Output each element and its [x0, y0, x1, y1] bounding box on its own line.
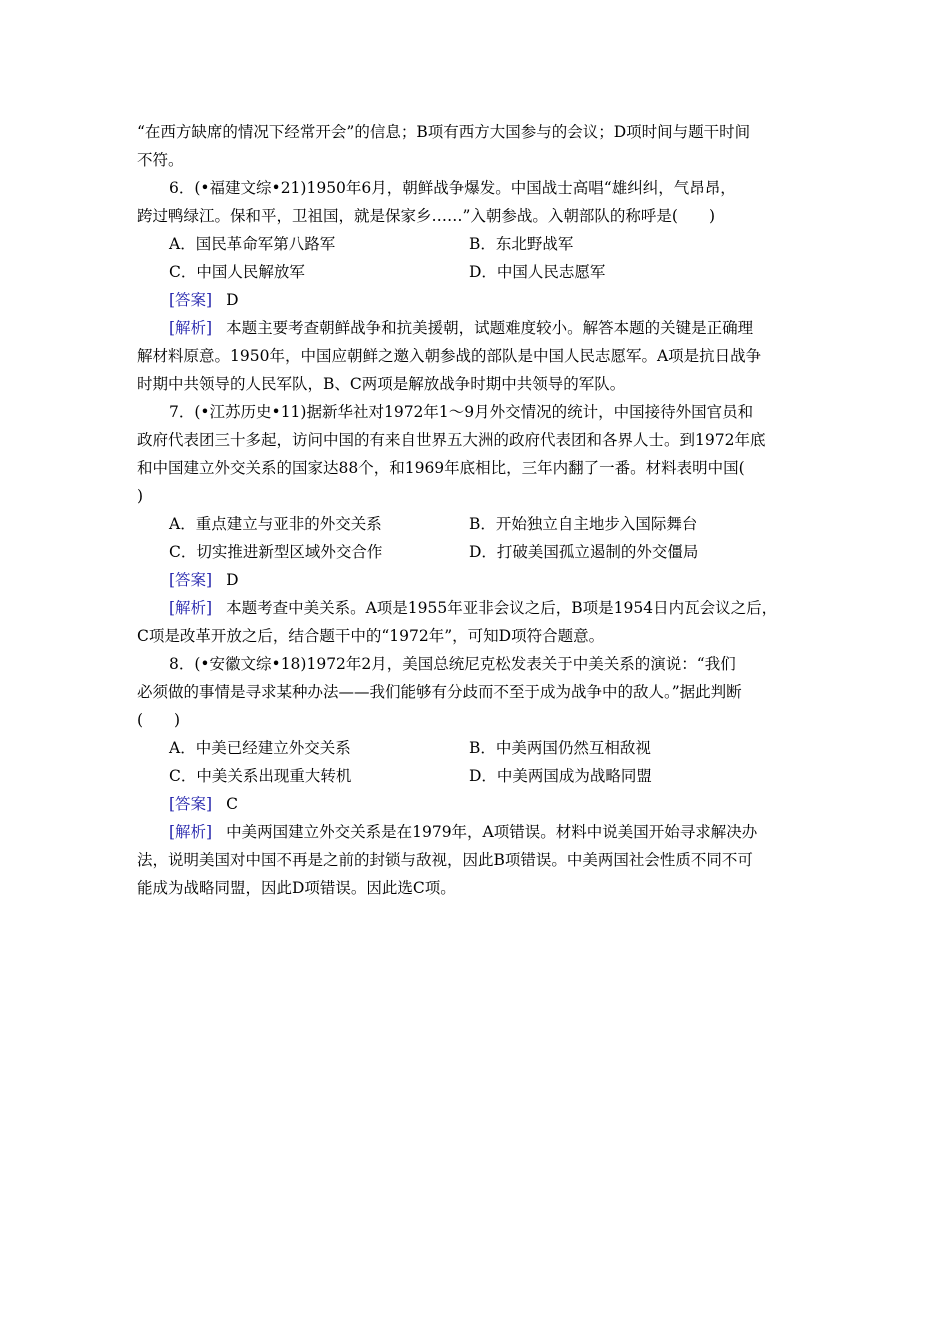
analysis-text: 法，说明美国对中国不再是之前的封锁与敌视，因此B项错误。中美两国社会性质不同不可	[137, 851, 753, 869]
question-7-options-row	[137, 538, 817, 566]
question-7-stem: 7．(•江苏历史•11)据新华社对1972年1～9月外交情况的统计，中国接待外国官员和	[169, 403, 754, 421]
option-c: C．中美关系出现重大转机	[169, 767, 352, 785]
analysis-text: 时期中共领导的人民军队，B、C两项是解放战争时期中共领导的军队。	[137, 375, 626, 393]
option-d: D．中国人民志愿军	[469, 263, 606, 281]
answer-tag: [答案]	[169, 291, 213, 309]
option-a: A．国民革命军第八路军	[169, 235, 336, 253]
analysis-text: C项是改革开放之后，结合题干中的“1972年”，可知D项符合题意。	[137, 627, 605, 645]
answer-value: D	[226, 291, 239, 309]
option-c: C．切实推进新型区域外交合作	[169, 543, 383, 561]
analysis-tag: [解析]	[169, 823, 213, 841]
answer-value: D	[226, 571, 239, 589]
option-b: B．东北野战军	[469, 235, 574, 253]
option-b: B．中美两国仍然互相敌视	[469, 739, 651, 757]
question-7-analysis	[137, 594, 817, 622]
question-8-analysis	[137, 818, 817, 846]
analysis-text: 能成为战略同盟，因此D项错误。因此选C项。	[137, 879, 456, 897]
question-7-stem: 政府代表团三十多起，访问中国的有来自世界五大洲的政府代表团和各界人士。到1972年底	[137, 431, 766, 449]
option-d: D．打破美国孤立遏制的外交僵局	[469, 543, 699, 561]
option-d: D．中美两国成为战略同盟	[469, 767, 652, 785]
question-6-options-row	[137, 230, 817, 258]
question-8-options-row	[137, 762, 817, 790]
question-6-answer	[137, 286, 817, 314]
analysis-text: 本题主要考查朝鲜战争和抗美援朝，试题难度较小。解答本题的关键是正确理	[226, 319, 754, 337]
question-7-stem: )	[137, 487, 144, 505]
analysis-text: 解材料原意。1950年，中国应朝鲜之邀入朝参战的部队是中国人民志愿军。A项是抗日战争	[137, 347, 762, 365]
question-6-stem: 跨过鸭绿江。保和平，卫祖国，就是保家乡……”入朝参战。入朝部队的称呼是( )	[137, 207, 716, 225]
option-a: A．重点建立与亚非的外交关系	[169, 515, 382, 533]
question-7-answer	[137, 566, 817, 594]
question-6-stem: 6．(•福建文综•21)1950年6月，朝鲜战争爆发。中国战士高唱“雄纠纠，气昂昂，	[169, 179, 736, 197]
question-6-analysis	[137, 314, 817, 342]
question-8-answer	[137, 790, 817, 818]
question-8-stem: 必须做的事情是寻求某种办法——我们能够有分歧而不至于成为战争中的敌人。”据此判断	[137, 683, 742, 701]
question-7-stem: 和中国建立外交关系的国家达88个，和1969年底相比，三年内翻了一番。材料表明中国(	[137, 459, 745, 477]
answer-tag: [答案]	[169, 795, 213, 813]
analysis-text: 中美两国建立外交关系是在1979年，A项错误。材料中说美国开始寻求解决办	[226, 823, 758, 841]
analysis-text: 本题考查中美关系。A项是1955年亚非会议之后，B项是1954日内瓦会议之后，	[226, 599, 778, 617]
answer-value: C	[226, 795, 238, 813]
document-body	[137, 118, 817, 902]
option-b: B．开始独立自主地步入国际舞台	[469, 515, 698, 533]
intro-line: 不符。	[137, 151, 184, 169]
question-6-options-row	[137, 258, 817, 286]
analysis-tag: [解析]	[169, 599, 213, 617]
option-a: A．中美已经建立外交关系	[169, 739, 351, 757]
intro-line: “在西方缺席的情况下经常开会”的信息；B项有西方大国参与的会议；D项时间与题干时间	[137, 123, 751, 141]
question-7-options-row	[137, 510, 817, 538]
question-8-stem: ( )	[137, 711, 181, 729]
question-8-stem: 8．(•安徽文综•18)1972年2月，美国总统尼克松发表关于中美关系的演说：“我们	[169, 655, 736, 673]
question-8-options-row	[137, 734, 817, 762]
option-c: C．中国人民解放军	[169, 263, 305, 281]
answer-tag: [答案]	[169, 571, 213, 589]
analysis-tag: [解析]	[169, 319, 213, 337]
